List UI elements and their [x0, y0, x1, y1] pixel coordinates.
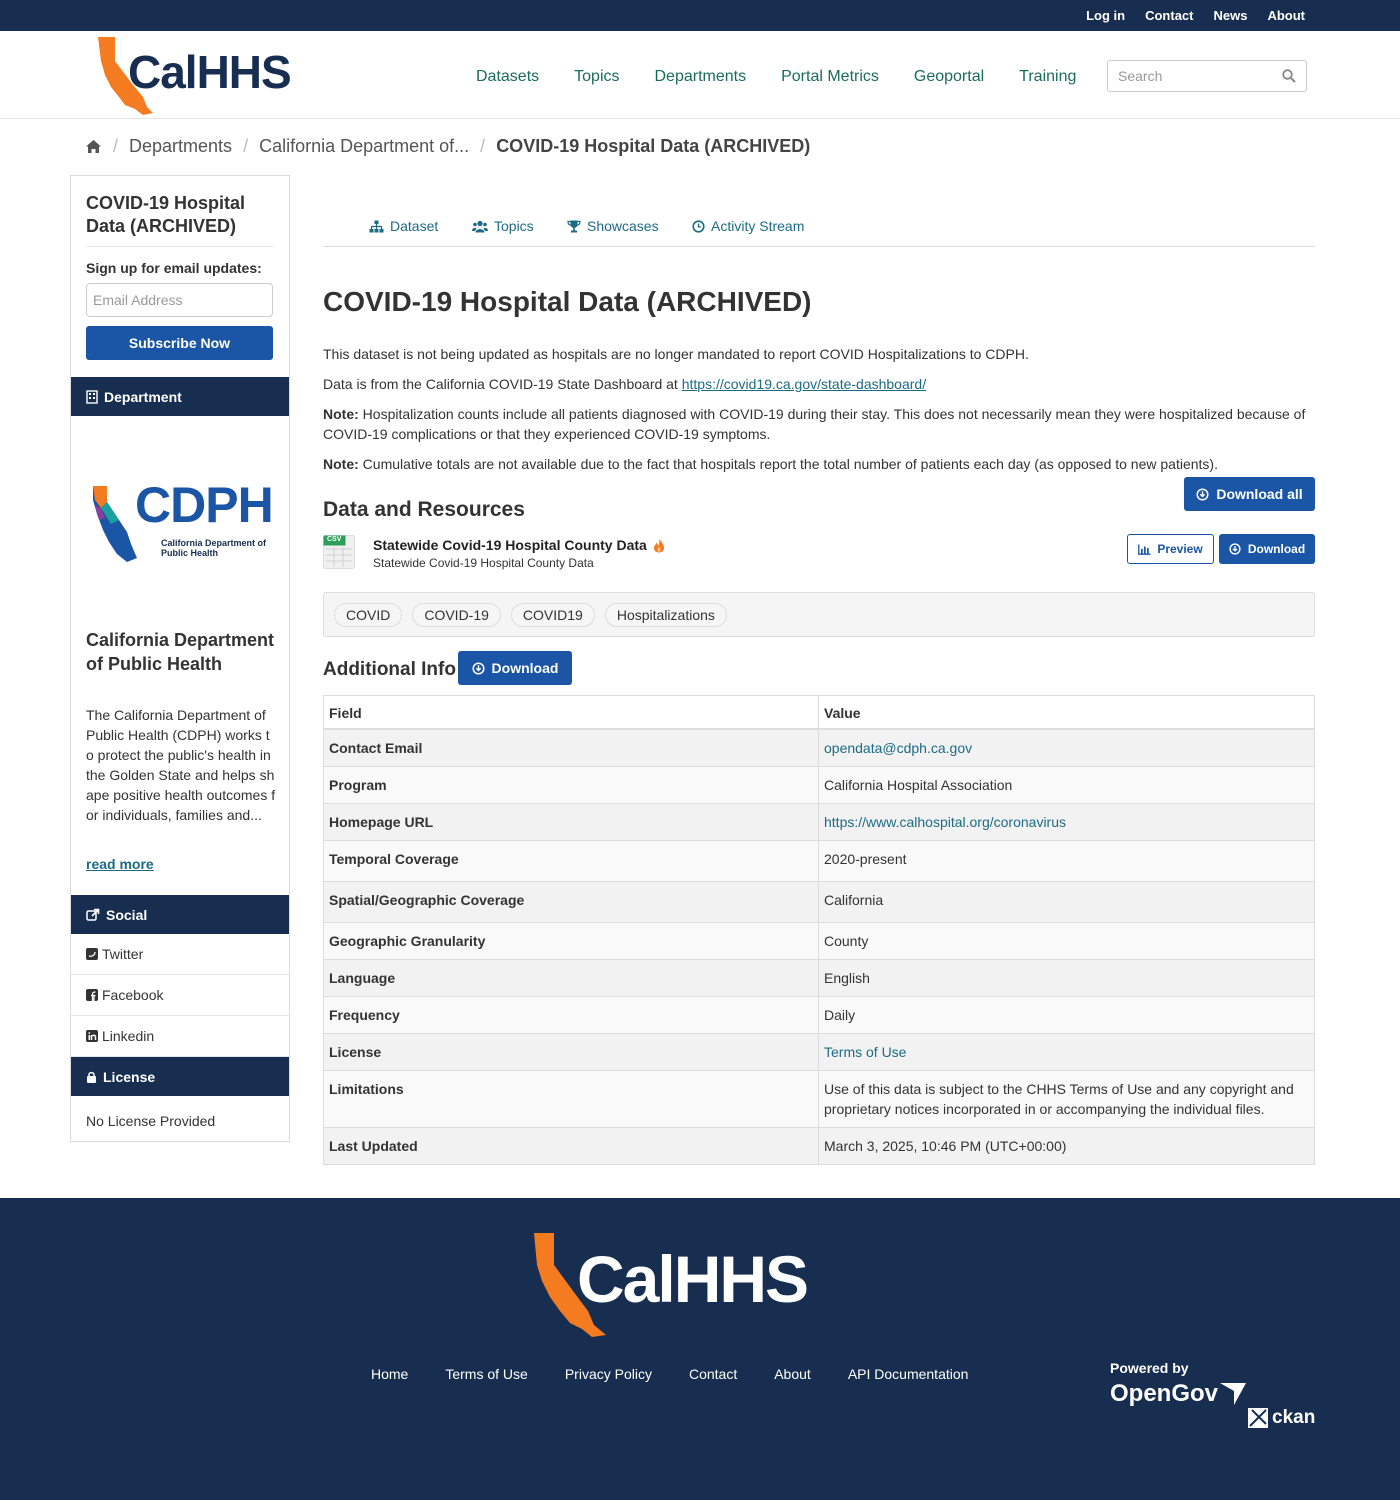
tag-covid[interactable]: COVID [334, 603, 402, 627]
tab-dataset-label: Dataset [390, 218, 439, 234]
state-dashboard-link[interactable]: https://covid19.ca.gov/state-dashboard/ [681, 376, 927, 392]
twitter-icon [86, 948, 98, 960]
tab-topics[interactable] [472, 218, 534, 234]
ckan-logo-text: ckan [1272, 1407, 1316, 1428]
homepage-url-link[interactable]: https://www.calhospital.org/coronavirus [824, 814, 1066, 830]
tag-hospitalizations[interactable]: Hospitalizations [605, 603, 727, 627]
about-link[interactable]: About [1267, 8, 1305, 23]
footer-api-docs-link[interactable]: API Documentation [847, 1366, 969, 1382]
social-twitter[interactable] [71, 934, 289, 975]
tag-covid19[interactable]: COVID19 [511, 603, 595, 627]
download-circle-icon [1196, 488, 1209, 501]
social-heading [71, 895, 289, 934]
description-paragraph: This dataset is not being updated as hospitals are no longer mandated to report COVID Hospitalizations to CDPH. [323, 346, 1029, 362]
license-heading-label: License [103, 1068, 156, 1085]
nav-training[interactable]: Training [1019, 68, 1077, 85]
field-name: Geographic Granularity [324, 923, 819, 960]
ckan-logo[interactable] [1248, 1407, 1315, 1429]
read-more-link[interactable]: read more [86, 856, 154, 872]
note-text: Hospitalization counts include all patients diagnosed with COVID-19 during their stay. This does not necessarily mean they were hospitalized because of COVID-19 complications or that they experienced COVID-19 symptoms. [323, 406, 1306, 442]
nav-topics[interactable]: Topics [574, 68, 620, 85]
resource-subtitle: Statewide Covid-19 Hospital County Data [373, 556, 594, 570]
tab-dataset[interactable] [369, 218, 438, 234]
note-label: Note: [323, 456, 359, 472]
csv-file-icon [323, 535, 355, 569]
department-heading [71, 377, 289, 416]
additional-download-label: Download [491, 660, 559, 676]
nav-departments[interactable]: Departments [654, 68, 747, 85]
field-name: Temporal Coverage [324, 841, 819, 882]
department-heading-label: Department [104, 388, 182, 405]
field-value: March 3, 2025, 10:46 PM (UTC+00:00) [819, 1128, 1315, 1165]
calhhs-logo[interactable] [95, 35, 300, 115]
field-name: Frequency [324, 997, 819, 1034]
share-icon [86, 908, 100, 921]
tab-activity-stream[interactable] [692, 218, 804, 234]
preview-button[interactable] [1127, 534, 1214, 564]
field-name: Language [324, 960, 819, 997]
table-row [324, 804, 1315, 841]
subscribe-button[interactable]: Subscribe Now [86, 326, 273, 360]
news-link[interactable]: News [1213, 8, 1248, 23]
field-value [819, 729, 1315, 767]
download-all-label: Download all [1216, 486, 1303, 502]
site-footer [0, 1198, 1400, 1500]
footer-links [371, 1366, 968, 1382]
users-icon [472, 220, 488, 233]
nav-geoportal[interactable]: Geoportal [913, 68, 985, 85]
cdph-california-icon [91, 484, 139, 568]
license-text: No License Provided [86, 1113, 216, 1129]
popular-flame-icon [653, 538, 665, 553]
linkedin-icon [86, 1030, 98, 1042]
nav-datasets[interactable]: Datasets [476, 68, 540, 85]
sidebar-dataset-title: COVID-19 Hospital Data (ARCHIVED) [86, 192, 274, 247]
field-value: California Hospital Association [819, 767, 1315, 804]
field-value: Use of this data is subject to the CHHS Terms of Use and any copyright and proprietary notices incorporated in or accompanying the individual files. [819, 1071, 1315, 1128]
field-value: 2020-present [819, 841, 1315, 882]
breadcrumb-separator: / [113, 136, 119, 156]
powered-by-label: Powered by [1110, 1360, 1189, 1376]
csv-format-label: CSV [327, 536, 342, 543]
field-value: Daily [819, 997, 1315, 1034]
resource-download-button[interactable] [1219, 534, 1315, 564]
contact-link[interactable]: Contact [1145, 8, 1194, 23]
download-all-button[interactable] [1184, 477, 1315, 511]
field-value: County [819, 923, 1315, 960]
resource-download-label: Download [1247, 542, 1306, 556]
note-text: Cumulative totals are not available due to the fact that hospitals report the total number of patients each day (as opposed to new patients). [358, 456, 1218, 472]
dataset-tabs [323, 205, 1315, 247]
home-icon[interactable] [85, 139, 102, 154]
social-heading-label: Social [106, 906, 148, 923]
download-circle-icon [1229, 543, 1241, 555]
tab-topics-label: Topics [494, 218, 534, 234]
tab-showcases[interactable] [567, 218, 659, 234]
logo-text: CalHHS [128, 46, 291, 98]
table-row [324, 997, 1315, 1034]
download-circle-icon [472, 662, 485, 675]
department-name: California Department of Public Health [86, 630, 275, 674]
additional-info-table [323, 695, 1315, 1165]
additional-info-download-button[interactable] [458, 651, 572, 685]
breadcrumb-separator: / [243, 136, 249, 156]
breadcrumb-department[interactable]: California Department of... [259, 136, 470, 156]
field-name: Homepage URL [324, 804, 819, 841]
field-name: Limitations [324, 1071, 819, 1128]
bar-chart-icon [1138, 544, 1151, 555]
column-header: Field [324, 696, 819, 730]
page-title: COVID-19 Hospital Data (ARCHIVED) [323, 286, 812, 317]
resource-title-link[interactable] [373, 537, 665, 553]
search-icon[interactable] [1282, 69, 1296, 83]
breadcrumb-current: COVID-19 Hospital Data (ARCHIVED) [496, 136, 811, 156]
tab-showcases-label: Showcases [587, 218, 659, 234]
opengov-logo-text: OpenGov [1110, 1380, 1219, 1407]
utility-links [1086, 8, 1305, 23]
breadcrumb-departments[interactable]: Departments [129, 136, 233, 156]
table-row [324, 882, 1315, 923]
cdph-logo-text: CDPH [135, 477, 273, 533]
source-paragraph [323, 374, 1315, 394]
search-input[interactable] [1108, 61, 1268, 91]
field-name: Program [324, 767, 819, 804]
breadcrumb [85, 136, 810, 157]
social-facebook[interactable] [71, 975, 289, 1016]
table-row [324, 1034, 1315, 1071]
email-field[interactable] [86, 283, 273, 317]
facebook-icon [86, 989, 98, 1001]
site-header [0, 31, 1400, 119]
footer-home-link[interactable]: Home [371, 1366, 409, 1382]
additional-info-heading: Additional Info [323, 659, 456, 680]
footer-contact-link[interactable]: Contact [688, 1366, 738, 1382]
signup-label: Sign up for email updates: [86, 260, 262, 276]
footer-logo-text: CalHHS [577, 1242, 808, 1316]
table-row [324, 841, 1315, 882]
main-nav [476, 68, 1076, 86]
ckan-mark-icon [1248, 1408, 1268, 1428]
breadcrumb-separator: / [480, 136, 486, 156]
cdph-logo-subtext: California Department of Public Health [161, 538, 267, 558]
search-box [1107, 60, 1307, 92]
social-linkedin[interactable] [71, 1016, 289, 1057]
license-heading [71, 1057, 289, 1096]
contact-email-link[interactable]: opendata@cdph.ca.gov [824, 740, 973, 756]
social-linkedin-label: Linkedin [102, 1028, 155, 1044]
building-icon [86, 390, 98, 404]
footer-terms-link[interactable]: Terms of Use [445, 1366, 528, 1382]
tag-list [323, 592, 1315, 637]
top-utility-bar [0, 0, 1400, 31]
clock-icon [692, 220, 705, 233]
field-name: Spatial/Geographic Coverage [324, 882, 819, 923]
department-description: The California Department of Public Health (CDPH) works to protect the public's health in the Golden State and helps shape positive health outcomes for individuals, families and... [86, 707, 276, 823]
tag-covid-19[interactable]: COVID-19 [412, 603, 501, 627]
field-value: English [819, 960, 1315, 997]
field-value [819, 804, 1315, 841]
source-text: Data is from the California COVID-19 State Dashboard at [323, 376, 682, 392]
nav-portal-metrics[interactable]: Portal Metrics [781, 68, 879, 85]
footer-calhhs-logo[interactable] [530, 1231, 820, 1341]
opengov-mark-icon [1220, 1383, 1246, 1405]
field-name: License [324, 1034, 819, 1071]
lock-icon [86, 1071, 97, 1083]
note-label: Note: [323, 406, 359, 422]
field-value [819, 1034, 1315, 1071]
table-row [324, 960, 1315, 997]
sitemap-icon [369, 220, 384, 233]
preview-label: Preview [1157, 542, 1203, 556]
field-name: Last Updated [324, 1128, 819, 1165]
social-facebook-label: Facebook [102, 987, 164, 1003]
table-header-row [324, 696, 1315, 730]
terms-of-use-link[interactable]: Terms of Use [824, 1044, 907, 1060]
table-row [324, 1128, 1315, 1165]
table-row [324, 767, 1315, 804]
field-value: California [819, 882, 1315, 923]
field-name: Contact Email [324, 729, 819, 767]
footer-privacy-link[interactable]: Privacy Policy [564, 1366, 652, 1382]
resource-title: Statewide Covid-19 Hospital County Data [373, 537, 647, 553]
cdph-logo[interactable] [91, 476, 271, 566]
column-header: Value [819, 696, 1315, 730]
note-paragraph [323, 454, 1315, 474]
table-row [324, 729, 1315, 767]
social-twitter-label: Twitter [102, 946, 144, 962]
note-paragraph [323, 404, 1315, 444]
resources-heading: Data and Resources [323, 498, 525, 521]
sidebar [70, 175, 290, 1142]
trophy-icon [567, 220, 581, 233]
table-row [324, 923, 1315, 960]
login-link[interactable]: Log in [1086, 8, 1126, 23]
tab-activity-stream-label: Activity Stream [711, 218, 805, 234]
table-row [324, 1071, 1315, 1128]
footer-about-link[interactable]: About [774, 1366, 811, 1382]
opengov-logo[interactable] [1110, 1380, 1246, 1408]
